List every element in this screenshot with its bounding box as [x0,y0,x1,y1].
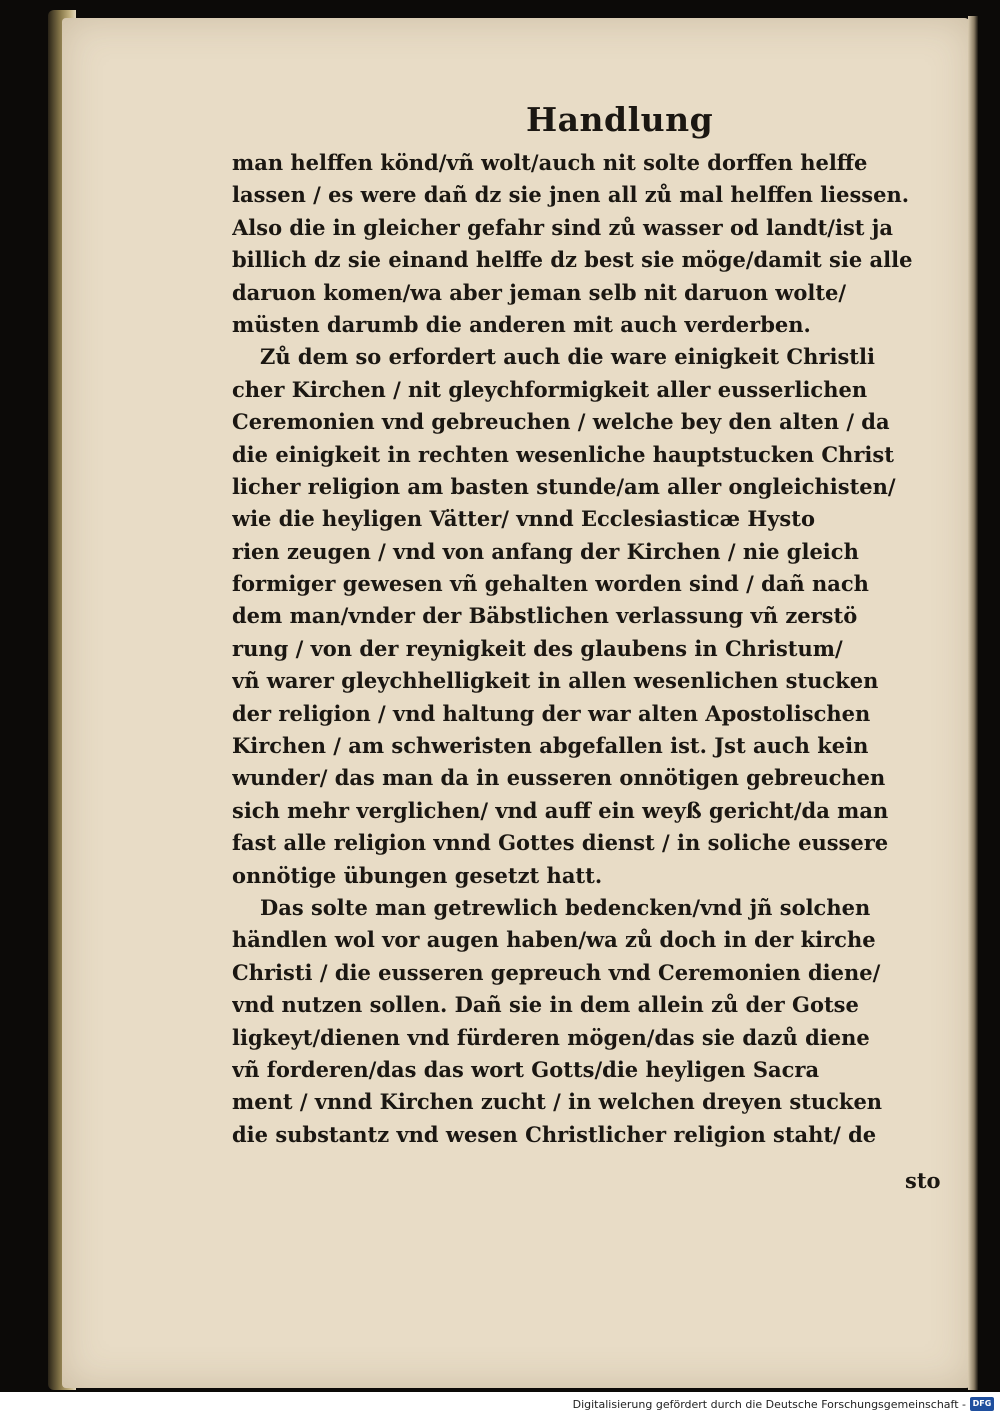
text-line: müsten darumb die anderen mit auch verderben. [232,311,811,337]
text-line: sich mehr verglichen/ vnd auff ein weyß gericht/da man [232,797,889,823]
text-line: cher Kirchen / nit gleychformigkeit aller eusserlichen [232,376,868,402]
text-line: rung / von der reynigkeit des glaubens in Christum/ [232,635,843,661]
text-line: onnötige übungen gesetzt hatt. [232,862,603,888]
page-edge [968,16,978,1390]
text-line: vñ forderen/das das wort Gotts/die heyligen Sacra [232,1056,820,1082]
text-line: rien zeugen / vnd von anfang der Kirchen / nie gleich [232,538,859,564]
text-line: billich dz sie einand helffe dz best sie möge/damit sie alle [232,247,913,273]
text-line: daruon komen/wa aber jeman selb nit daruon wolte/ [232,279,847,305]
text-line: Christi / die eusseren gepreuch vnd Ceremonien diene/ [232,959,881,985]
text-line: wunder/ das man da in eusseren onnötigen gebreuchen [232,765,886,791]
running-head: Handlung [526,100,714,139]
dfg-logo: DFG [970,1397,994,1411]
funding-credit: Digitalisierung gefördert durch die Deutsche Forschungsgemeinschaft - [572,1398,966,1411]
text-line: der religion / vnd haltung der war alten Apostolischen [232,700,871,726]
text-line: ligkeyt/dienen vnd fürderen mögen/das sie dazů diene [232,1024,870,1050]
text-line: vñ warer gleychhelligkeit in allen wesenlichen stucken [232,668,879,694]
text-line: licher religion am basten stunde/am aller ongleichisten/ [232,473,896,499]
body-text [232,147,952,1151]
text-line: die substantz vnd wesen Christlicher religion staht/ de [232,1121,877,1147]
footer-bar [0,1392,1000,1418]
text-line: formiger gewesen vñ gehalten worden sind / dañ nach [232,571,869,597]
text-line: man helffen könd/vñ wolt/auch nit solte dorffen helffe [232,150,868,175]
text-line: die einigkeit in rechten wesenliche hauptstucken Christ [232,441,894,467]
text-line: vnd nutzen sollen. Dañ sie in dem allein zů der Gotse [232,992,859,1018]
text-line: Kirchen / am schweristen abgefallen ist. Jst auch kein [232,733,869,759]
text-line: Ceremonien vnd gebreuchen / welche bey den alten / da [232,409,890,435]
text-line: fast alle religion vnnd Gottes dienst / in soliche eussere [232,830,889,856]
text-line: Also die in gleicher gefahr sind zů wasser od landt/ist ja [232,214,893,240]
paragraph-start-line: Zů dem so erfordert auch die ware einigkeit Christli [260,344,875,370]
text-line: ment / vnnd Kirchen zucht / in welchen dreyen stucken [232,1089,883,1115]
paragraph-start-line: Das solte man getrewlich bedencken/vnd jñ solchen [260,894,871,920]
text-line: wie die heyligen Vätter/ vnnd Ecclesiasticæ Hysto [232,506,815,532]
text-line: händlen wol vor augen haben/wa zů doch in der kirche [232,927,876,953]
text-line: lassen / es were dañ dz sie jnen all zů mal helffen liessen. [232,182,910,208]
text-line: dem man/vnder der Bäbstlichen verlassung vñ zerstö [232,603,858,629]
catchword: sto [905,1168,941,1193]
